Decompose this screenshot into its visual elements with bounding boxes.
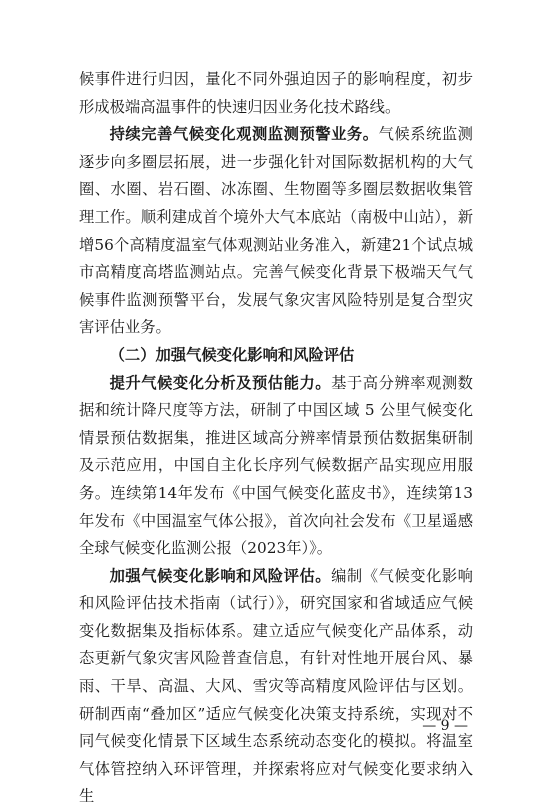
paragraph-1 [79,66,473,121]
paragraph-3-text: 基于高分辨率观测数据和统计降尺度等方法，研制了中国区域 5 公里气候变化情景预估数据集，推进区域高分辨率情景预估数据集研制及示范应用，中国自主化长序列气候数据产品实现应用服务。连续第14年发布《中国气候变化蓝皮书》，连续第13年发布《中国温室气体公报》，首次向社会发布《卫星遥感全球气候变化监测公报（2023年）》。 [79,373,473,558]
paragraph-4-lead: 加强气候变化影响和风险评估。 [109,566,332,585]
paragraph-2-lead: 持续完善气候变化观测监测预警业务。 [109,125,379,144]
section-heading-text: （二）加强气候变化影响和风险评估 [109,345,355,364]
paragraph-4-text: 编制《气候变化影响和风险评估技术指南（试行）》，研究国家和省域适应气候变化数据集及指标体系。建立适应气候变化产品体系，动态更新气象灾害风险普查信息，有针对性地开展台风、暴雨、干旱、高温、大风、雪灾等高精度风险评估与区划。研制西南“叠加区”适应气候变化决策支持系统，实现对不同气候变化情景下区域生态系统动态变化的模拟。将温室气体管控纳入环评管理，并探索将应对气候变化要求纳入生 [79,566,473,806]
body-text [79,66,473,811]
section-heading [79,342,473,370]
page-number: — 9 — [422,718,468,734]
paragraph-3 [79,370,473,563]
paragraph-2-text: 气候系统监测逐步向多圈层拓展，进一步强化针对国际数据机构的大气圈、水圈、岩石圈、冰冻圈、生物圈等多圈层数据收集管理工作。顺利建成首个境外大气本底站（南极中山站），新增56个高精度温室气体观测站业务准入，新建21个试点城市高精度高塔监测站点。完善气候变化背景下极端天气气候事件监测预警平台，发展气象灾害风险特别是复合型灾害评估业务。 [79,125,473,337]
paragraph-1-text: 候事件进行归因，量化不同外强迫因子的影响程度，初步形成极端高温事件的快速归因业务化技术路线。 [79,70,473,116]
paragraph-3-lead: 提升气候变化分析及预估能力。 [109,373,332,392]
paragraph-2 [79,121,473,342]
paragraph-4 [79,563,473,811]
